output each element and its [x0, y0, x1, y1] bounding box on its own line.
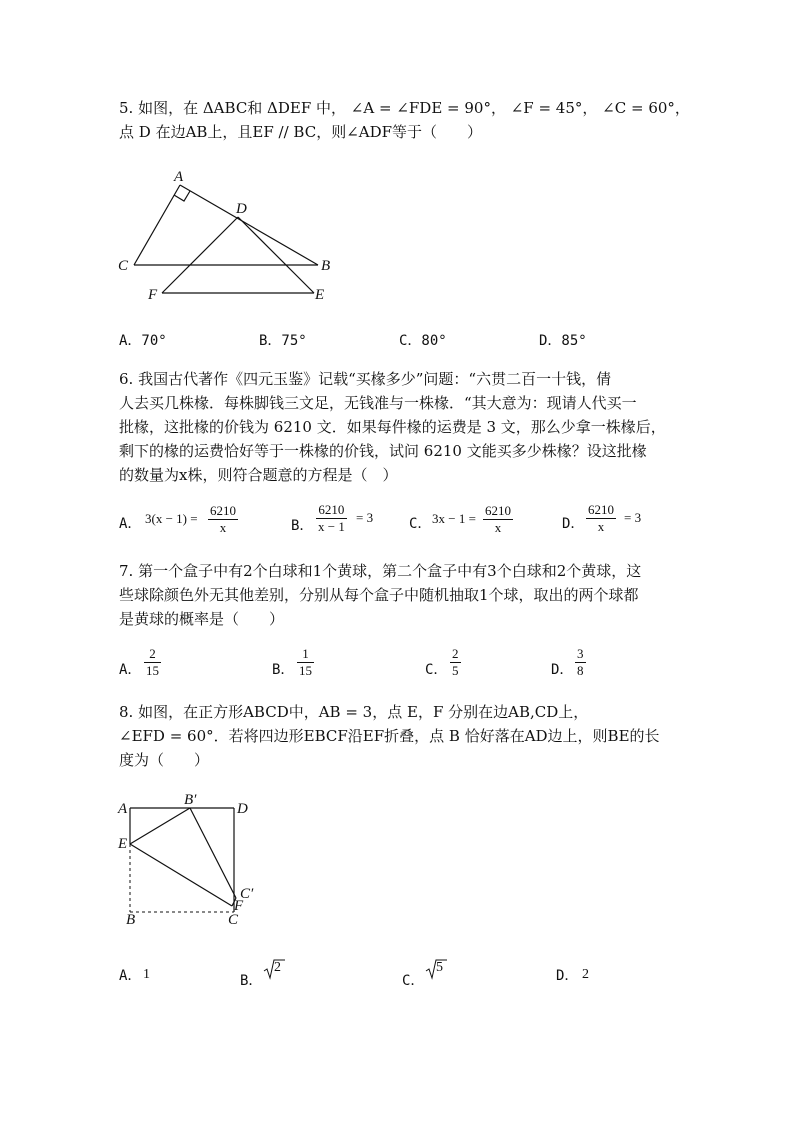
q6-option-c-num: 6210 — [485, 503, 511, 518]
q8-option-a-value: 1 — [143, 967, 150, 982]
q8-label-e: E — [118, 836, 128, 852]
q8-option-c-sqrt — [425, 958, 447, 985]
q6-option-d-right: = 3 — [624, 510, 642, 525]
q5-stem-line2: 点 D 在边AB上，且EF // BC，则∠ADF等于（ ） — [119, 123, 483, 141]
q5-label-c: C — [118, 258, 129, 274]
q8-option-b-letter[interactable]: B． — [240, 973, 263, 989]
q5-label-a: A — [174, 169, 184, 185]
q7-stem-line1: 7. 第一个盒子中有2个白球和1个黄球，第二个盒子中有3个白球和2个黄球，这 — [119, 562, 642, 580]
q7-option-a-den: 15 — [146, 663, 159, 678]
q8-segment-eb-prime — [130, 808, 190, 844]
q5-stem-line1: 5. 如图，在 ΔABC和 ΔDEF 中， ∠A = ∠FDE = 90°， ∠F = 45°， ∠C = 60°， — [119, 99, 690, 117]
q7-option-c-num: 2 — [452, 646, 459, 661]
q8-stem-line3: 度为（ ） — [119, 751, 210, 769]
q6-option-b-right: = 3 — [356, 510, 374, 525]
q6-option-d-den: x — [586, 518, 616, 535]
q6-option-d-num: 6210 — [588, 502, 614, 517]
q8-option-b-sqrt — [263, 958, 285, 985]
q6-stem-line5: 的数量为x株，则符合题意的方程是（ ） — [119, 466, 398, 484]
q6-stem-line1: 6. 我国古代著作《四元玉鉴》记载“买椽多少”问题：“六贯二百一十钱，倩 — [119, 370, 612, 388]
q8-option-a-letter[interactable]: A． — [119, 968, 142, 984]
q7-option-a-letter[interactable]: A． — [119, 662, 142, 678]
q8-label-f: F — [234, 898, 244, 914]
q7-option-d-letter[interactable]: D． — [551, 662, 574, 678]
q6-option-c-fraction — [483, 503, 513, 536]
q8-label-c: C — [228, 912, 239, 928]
q6-stem-line2: 人去买几株椽．每株脚钱三文足，无钱准与一株椽．“其大意为：现请人代买一 — [119, 394, 637, 412]
q6-option-c-letter[interactable]: C． — [409, 516, 432, 532]
q8-option-c-letter[interactable]: C． — [402, 973, 425, 989]
q8-segment-ef — [130, 844, 232, 906]
q8-figure — [110, 790, 280, 935]
q5-figure — [110, 165, 340, 310]
q6-option-b-fraction — [316, 502, 347, 535]
q7-option-a-num: 2 — [149, 646, 156, 661]
q6-option-c-den: x — [483, 519, 513, 536]
q8-option-c-radicand: 5 — [436, 960, 443, 975]
q7-option-d-num: 3 — [577, 646, 584, 661]
q6-option-b-num: 6210 — [318, 502, 345, 517]
q8-label-c-prime: C′ — [240, 886, 254, 902]
q6-stem-line3: 批椽，这批椽的价钱为 6210 文．如果每件椽的运费是 3 文，那么少拿一株椽后， — [119, 418, 666, 436]
q6-stem-line4: 剩下的椽的运费恰好等于一株椽的价钱，试问 6210 文能买多少株椽？设这批椽 — [119, 442, 647, 460]
q6-option-a-left: 3(x − 1) = — [145, 511, 198, 526]
q7-option-c-letter[interactable]: C． — [425, 662, 448, 678]
q5-option-c[interactable]: C．80° — [399, 333, 447, 349]
q5-segment-de — [238, 217, 314, 293]
q5-option-b[interactable]: B．75° — [259, 333, 307, 349]
q8-stem-line1: 8. 如图，在正方形ABCD中，AB = 3，点 E，F 分别在边AB,CD上， — [119, 703, 589, 721]
q7-option-a-fraction — [144, 646, 161, 679]
q5-segment-df — [162, 217, 238, 293]
q8-label-b-prime: B′ — [184, 792, 197, 808]
q8-label-b: B — [126, 912, 136, 928]
q6-option-a-num: 6210 — [210, 503, 236, 518]
q5-label-b: B — [321, 258, 331, 274]
q6-option-c-left: 3x − 1 = — [432, 511, 476, 526]
q7-option-d-fraction — [575, 646, 586, 679]
q6-option-b-letter[interactable]: B． — [291, 518, 314, 534]
q5-label-d: D — [236, 201, 247, 217]
q8-option-b-radicand: 2 — [274, 960, 281, 975]
q5-label-e: E — [315, 287, 325, 303]
q6-option-d-fraction — [586, 502, 616, 535]
q7-option-d-den: 8 — [577, 663, 584, 678]
q8-label-a: A — [118, 801, 128, 817]
q8-label-d: D — [237, 801, 248, 817]
q6-option-a-fraction — [208, 503, 238, 536]
q5-option-d[interactable]: D．85° — [539, 333, 587, 349]
q5-right-angle-mark — [174, 191, 190, 201]
q8-stem-line2: ∠EFD = 60°．若将四边形EBCF沿EF折叠，点 B 恰好落在AD边上，则BE的长 — [119, 727, 660, 745]
q7-option-c-fraction — [450, 646, 461, 679]
q5-segment-ab — [180, 185, 318, 265]
q5-segment-ca — [134, 185, 180, 265]
q7-option-b-num: 1 — [302, 646, 309, 661]
q6-option-d-letter[interactable]: D． — [562, 516, 585, 532]
q8-option-d-value: 2 — [582, 967, 589, 982]
q8-option-d-letter[interactable]: D． — [556, 968, 579, 984]
q7-stem-line2: 些球除颜色外无其他差别，分别从每个盒子中随机抽取1个球，取出的两个球都 — [119, 586, 639, 604]
q6-option-a-den: x — [208, 519, 238, 536]
q6-option-b-den: x − 1 — [318, 519, 345, 534]
q7-option-b-fraction — [297, 646, 314, 679]
q6-option-a-letter[interactable]: A． — [119, 516, 142, 532]
q7-stem-line3: 是黄球的概率是（ ） — [119, 610, 285, 628]
q7-option-c-den: 5 — [452, 663, 459, 678]
q7-option-b-den: 15 — [299, 663, 312, 678]
q7-option-b-letter[interactable]: B． — [272, 662, 295, 678]
q5-option-a[interactable]: A．70° — [119, 333, 167, 349]
q5-label-f: F — [148, 287, 158, 303]
